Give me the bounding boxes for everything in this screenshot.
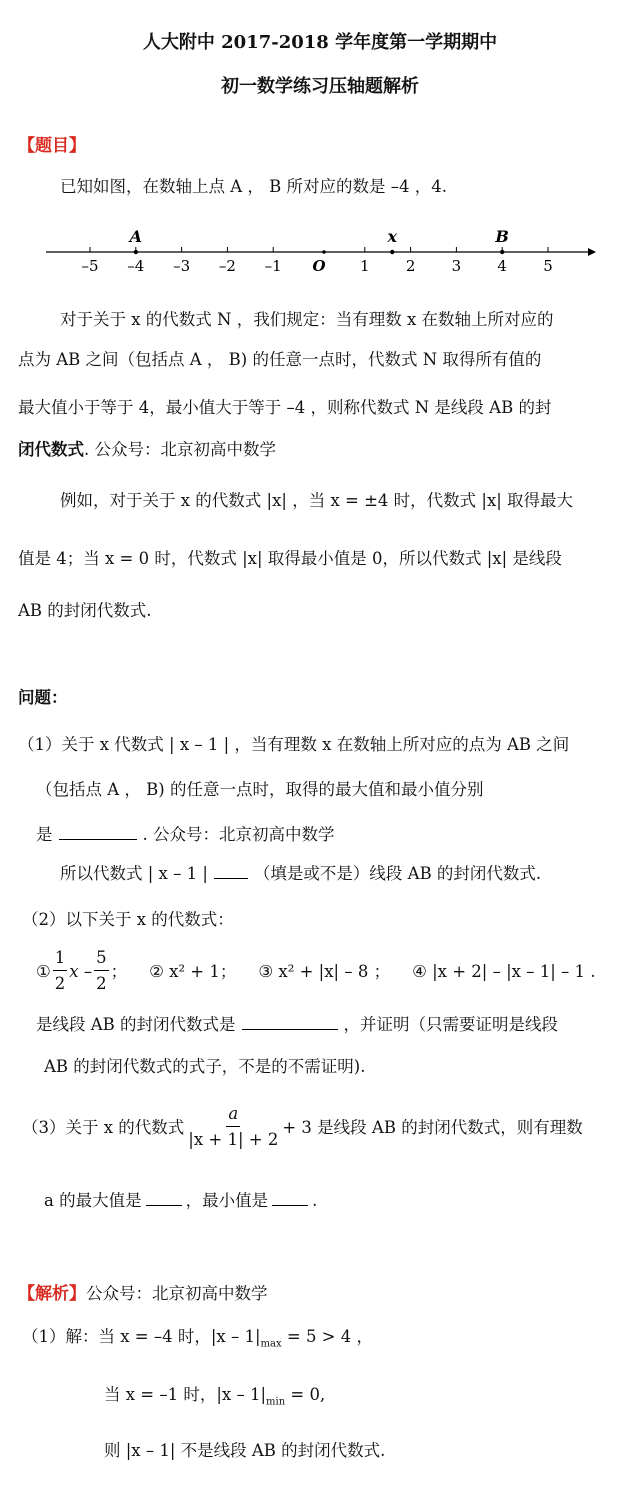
q1-line-2: （包括点 A ， B) 的任意一点时，取得的最大值和最小值分别 (36, 780, 484, 799)
number-line-tick-label: 1 (360, 257, 370, 275)
origin-point (322, 250, 326, 254)
q2-option-1-prefix: ① (36, 961, 51, 981)
problem-intro: 已知如图，在数轴上点 A ， B 所对应的数是 –4 ，4. (60, 177, 448, 196)
number-line-tick-label: –2 (218, 257, 236, 275)
q2-line-3 (36, 1015, 558, 1035)
q2-answer-blank[interactable] (242, 1015, 338, 1030)
number-line-tick-label: 3 (451, 257, 462, 275)
definition-line-3: 最大值小于等于 4，最小值大于等于 –4 ，则称代数式 N 是线段 AB 的封 (18, 398, 552, 417)
number-line-tick-label: O (312, 257, 326, 275)
page-subtitle: 初一数学练习压轴题解析 (221, 76, 419, 97)
solution-line-2 (104, 1385, 325, 1412)
q2-option-1-fraction-2 (94, 946, 109, 997)
number-line-point (500, 250, 504, 254)
q2-option-4: ④ |x + 2| – |x – 1| – 1 . (412, 961, 596, 981)
definition-line-4 (18, 440, 276, 460)
solution-header (18, 1279, 268, 1304)
q2-options (36, 946, 595, 997)
number-line (40, 222, 600, 278)
q1-line-4-post: （填是或不是）线段 AB 的封闭代数式. (253, 864, 542, 883)
fraction-numerator: 1 (53, 946, 68, 971)
definition-line-1: 对于关于 x 的代数式 N ，我们规定：当有理数 x 在数轴上所对应的 (60, 310, 554, 329)
solution-line-2-pre: 当 x = –1 时，|x – 1| (104, 1385, 267, 1404)
q3-line-2-end: . (312, 1191, 318, 1210)
q1-line-3-pre: 是 (36, 825, 53, 844)
q2-option-1-fraction-1 (53, 946, 68, 997)
number-line-point (134, 250, 138, 254)
definition-line-2: 点为 AB 之间（包括点 A ， B) 的任意一点时，代数式 N 取得所有值的 (18, 350, 542, 369)
number-line-point-label: x (387, 227, 398, 246)
number-line-arrow (588, 248, 596, 256)
q3-post: + 3 是线段 AB 的封闭代数式，则有理数 (282, 1117, 583, 1137)
q1-judge-blank[interactable] (214, 864, 248, 879)
definition-line-4-rest: . 公众号：北京初高中数学 (84, 440, 276, 459)
number-line-tick-label: –1 (264, 257, 282, 275)
fraction-numerator: a (226, 1102, 240, 1127)
q3-line-1 (22, 1102, 583, 1153)
solution-line-3: 则 |x – 1| 不是线段 AB 的封闭代数式. (104, 1441, 386, 1460)
q2-line-4: AB 的封闭代数式的式子，不是的不需证明). (44, 1057, 366, 1076)
number-line-tick-label: –4 (127, 257, 145, 275)
q3-max-blank[interactable] (146, 1191, 182, 1206)
solution-line-2-post: = 0, (285, 1385, 326, 1404)
problem-label: 【题目】 (18, 136, 86, 156)
q2-line-3-pre: 是线段 AB 的封闭代数式是 (36, 1015, 236, 1034)
q1-line-3-post: . 公众号：北京初高中数学 (142, 825, 335, 844)
fraction-denominator: |x + 1| + 2 (188, 1130, 279, 1149)
solution-line-1 (22, 1327, 373, 1354)
q2-option-1-mid: x – (69, 961, 93, 981)
fraction-denominator: 2 (54, 974, 66, 993)
solution-line-2-sub: min (266, 1396, 286, 1408)
number-line-point-label: A (129, 227, 143, 246)
number-line-point-label: B (495, 227, 509, 246)
q3-line-2-pre: a 的最大值是 (44, 1191, 142, 1210)
q2-option-1-end: ； (110, 961, 128, 981)
q1-line-3 (36, 825, 335, 845)
solution-line-1-post: = 5 > 4 ， (281, 1327, 373, 1346)
fraction-numerator: 5 (94, 946, 109, 971)
q1-answer-blank[interactable] (59, 825, 137, 840)
number-line-tick-label: –3 (173, 257, 191, 275)
number-line-tick-label: –5 (81, 257, 99, 275)
solution-line-1-sub: max (260, 1338, 282, 1350)
fraction-denominator: 2 (96, 974, 107, 993)
q3-line-2 (44, 1191, 317, 1211)
q2-option-2: ② x² + 1； (149, 961, 237, 981)
example-line-2: 值是 4；当 x = 0 时，代数式 |x| 取得最小值是 0，所以代数式 |x| 是线段 (18, 549, 562, 568)
solution-line-1-pre: （1）解：当 x = –4 时，|x – 1| (22, 1327, 261, 1346)
page-title: 人大附中 2017-2018 学年度第一学期期中 (142, 32, 498, 53)
number-line-tick-label: 4 (497, 257, 507, 275)
q1-line-4 (60, 864, 541, 884)
q3-pre: （3）关于 x 的代数式 (22, 1117, 185, 1137)
example-line-3: AB 的封闭代数式. (18, 601, 152, 620)
q2-line-3-post: ，并证明（只需要证明是线段 (343, 1015, 559, 1034)
questions-label: 问题： (18, 688, 68, 707)
q3-fraction (186, 1102, 280, 1153)
solution-label-rest: 公众号：北京初高中数学 (86, 1284, 268, 1303)
number-line-point (390, 250, 394, 254)
q2-option-3: ③ x² + |x| – 8 ； (258, 961, 391, 981)
solution-label: 【解析】 (18, 1284, 86, 1304)
number-line-tick-label: 5 (543, 257, 553, 275)
q2-line-1: （2）以下关于 x 的代数式： (22, 910, 234, 929)
definition-term: 闭代数式 (18, 440, 84, 459)
number-line-tick-label: 2 (405, 257, 416, 275)
example-line-1: 例如，对于关于 x 的代数式 |x| ，当 x = ±4 时，代数式 |x| 取得最大 (60, 491, 574, 510)
q1-line-4-pre: 所以代数式 | x – 1 | (60, 864, 208, 883)
q1-line-1: （1）关于 x 代数式 | x – 1 | ，当有理数 x 在数轴上所对应的点为 AB 之间 (18, 735, 570, 754)
q3-line-2-mid: ，最小值是 (185, 1191, 269, 1210)
q3-min-blank[interactable] (272, 1191, 308, 1206)
